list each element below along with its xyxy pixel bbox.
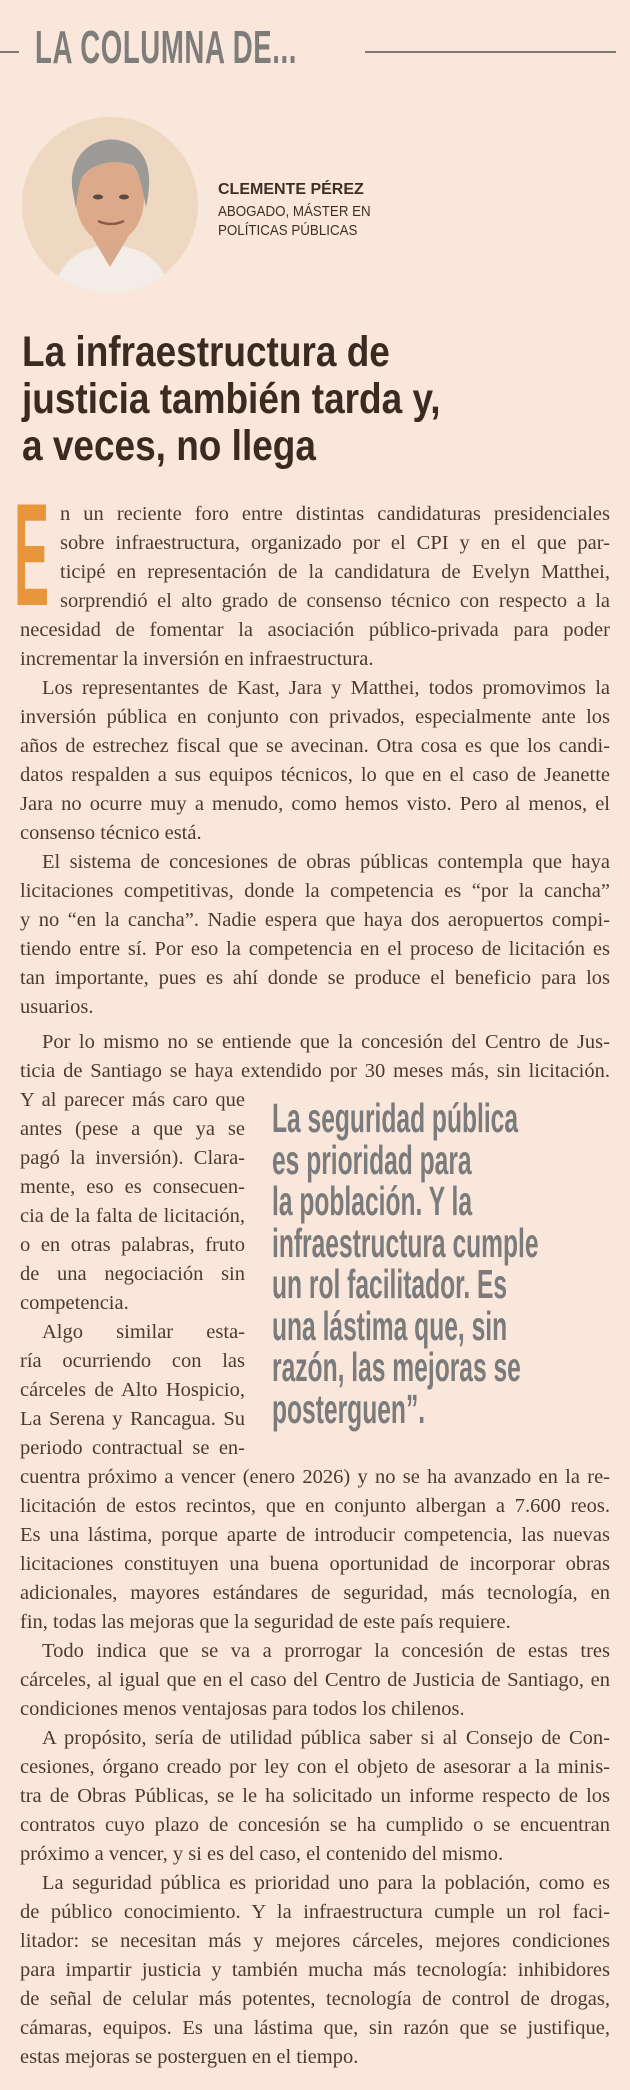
body-text-line: contratos cuyo plazo de concesión se ha cumplido o se encuentran — [20, 1814, 610, 1836]
body-text-line: licitaciones competitivas, donde la competencia es “por la cancha” — [20, 880, 610, 902]
body-text-line: estas mejoras se posterguen en el tiempo. — [20, 2046, 359, 2068]
body-text-line: El sistema de concesiones de obras públicas contempla que haya — [42, 851, 610, 873]
body-text-line: tra de Obras Públicas, se le ha solicitado un informe respecto de los — [20, 1785, 610, 1807]
body-text-line: de una negociación sin — [20, 1263, 245, 1285]
body-text-line: Es una lástima, porque aparte de introducir competencia, las nuevas — [20, 1524, 610, 1546]
author-role-line: POLÍTICAS PÚBLICAS — [218, 223, 358, 239]
author-role-line: ABOGADO, MÁSTER EN — [218, 204, 371, 220]
pull-quote-line: La seguridad pública — [272, 1095, 519, 1141]
body-text-line: adicionales, mayores estándares de seguridad, más tecnología, en — [20, 1582, 610, 1604]
body-text-line: cárceles de Alto Hospicio, — [20, 1379, 245, 1401]
body-text-line: cesiones, órgano creado por ley con el objeto de asesorar a la minis- — [20, 1756, 610, 1778]
body-text-line: necesidad de fomentar la asociación público-privada para poder — [20, 619, 610, 641]
body-text-line: condiciones menos ventajosas para todos los chilenos. — [20, 1698, 465, 1720]
body-text-line: o en otras palabras, fruto — [20, 1234, 245, 1256]
pull-quote-line: una lástima que, sin — [272, 1302, 508, 1349]
body-text-line: fin, todas las mejoras que la seguridad de este país requiere. — [20, 1611, 511, 1633]
body-text-line: mente, eso es consecuen- — [20, 1176, 245, 1198]
body-text-line: periodo contractual se en- — [20, 1437, 245, 1459]
body-text-line: cárceles, al igual que en el caso del Centro de Justicia de Santiago, en — [20, 1669, 610, 1691]
body-text-line: Jara no ocurre muy a menudo, como hemos visto. Pero al menos, el — [20, 793, 610, 815]
body-text-line: cámaras, equipos. Es una lástima que, sin razón que se justifique, — [20, 2017, 610, 2039]
body-text-line: ticia de Santiago se haya extendido por 30 meses más, sin licitación. — [20, 1060, 610, 1082]
drop-cap: E — [14, 473, 50, 636]
body-text-line: usuarios. — [20, 996, 94, 1018]
body-text-line: pagó la inversión). Clara- — [20, 1147, 245, 1169]
pull-quote-line: es prioridad para — [272, 1136, 472, 1183]
pull-quote-line: razón, las mejoras se — [272, 1344, 521, 1390]
body-text-line: competencia. — [20, 1292, 129, 1314]
body-text-line: tiendo entre sí. Por eso la competencia en el proceso de licitación es — [20, 938, 610, 960]
pull-quote-line: la población. Y la — [272, 1178, 473, 1224]
body-text-line: Todo indica que se va a prorrogar la concesión de estas tres — [42, 1640, 610, 1662]
body-text-line: incrementar la inversión en infraestructura. — [20, 648, 374, 670]
body-text-line: antes (pese a que ya se — [20, 1118, 245, 1140]
body-text-line: ticipé en representación de la candidatura de Evelyn Matthei, — [60, 561, 610, 583]
pull-quote-line: un rol facilitador. Es — [272, 1261, 508, 1307]
body-text-line: ría ocurriendo con las — [20, 1350, 245, 1372]
author-photo — [22, 117, 198, 293]
body-text-line: próximo a vencer, y si es del caso, el contenido del mismo. — [20, 1843, 504, 1865]
body-text-line: licitación de estos recintos, que en conjunto albergan a 7.600 reos. — [20, 1495, 610, 1517]
body-text-line: consenso técnico está. — [20, 822, 202, 844]
body-text-line: licitaciones constituyen una buena oportunidad de incorporar obras — [20, 1553, 610, 1575]
title-line: justicia también tarda y, — [22, 375, 441, 423]
author-name: CLEMENTE PÉREZ — [218, 181, 364, 198]
body-text-line: Los representantes de Kast, Jara y Matthei, todos promovimos la — [42, 677, 610, 699]
body-text-line: y no “en la cancha”. Nadie espera que haya dos aeropuertos compi- — [20, 909, 610, 931]
body-text-line: datos respalden a sus equipos técnicos, lo que en el caso de Jeanette — [20, 764, 610, 786]
title-line: a veces, no llega — [22, 422, 316, 470]
header-rule-left — [0, 51, 19, 53]
pull-quote-line: posterguen”. — [272, 1385, 426, 1432]
body-text-line: tan importante, pues es ahí donde se produce el beneficio para los — [20, 967, 610, 989]
title-line: La infraestructura de — [22, 328, 390, 376]
body-text-line: de señal de celular más potentes, tecnología de control de drogas, — [20, 1988, 610, 2010]
pull-quote-line: infraestructura cumple — [272, 1219, 539, 1266]
body-text-line: cia de la falta de licitación, — [20, 1205, 245, 1227]
body-text-line: cuentra próximo a vencer (enero 2026) y no se ha avanzado en la re- — [20, 1466, 610, 1488]
body-text-line: sorprendió el alto grado de consenso técnico con respecto a la — [60, 590, 610, 612]
body-text-line: La seguridad pública es prioridad uno para la población, como es — [42, 1872, 610, 1894]
body-text-line: años de estrechez fiscal que se avecinan. Otra cosa es que los candi- — [20, 735, 610, 757]
body-text-line: sobre infraestructura, organizado por el CPI y en el que par- — [60, 532, 610, 554]
body-text-line: de público conocimiento. Y la infraestructura cumple un rol faci- — [20, 1901, 610, 1923]
body-text-line: litador: se necesitan más y mejores cárceles, mejores condiciones — [20, 1930, 610, 1952]
body-text-line: A propósito, sería de utilidad pública saber si al Consejo de Con- — [42, 1727, 610, 1749]
body-text-line: Algo similar esta- — [42, 1321, 245, 1343]
header-rule-right — [365, 51, 616, 53]
body-text-line: inversión pública en conjunto con privados, especialmente ante los — [20, 706, 610, 728]
body-text-line: n un reciente foro entre distintas candidaturas presidenciales — [60, 503, 610, 525]
author-portrait-icon — [22, 117, 198, 293]
body-text-line: Por lo mismo no se entiende que la concesión del Centro de Jus- — [42, 1031, 610, 1053]
body-text-line: para impartir justicia y también mucha más tecnología: inhibidores — [20, 1959, 610, 1981]
body-text-line: La Serena y Rancagua. Su — [20, 1408, 245, 1430]
section-label: LA COLUMNA DE... — [35, 21, 298, 73]
body-text-line: Y al parecer más caro que — [20, 1089, 245, 1111]
